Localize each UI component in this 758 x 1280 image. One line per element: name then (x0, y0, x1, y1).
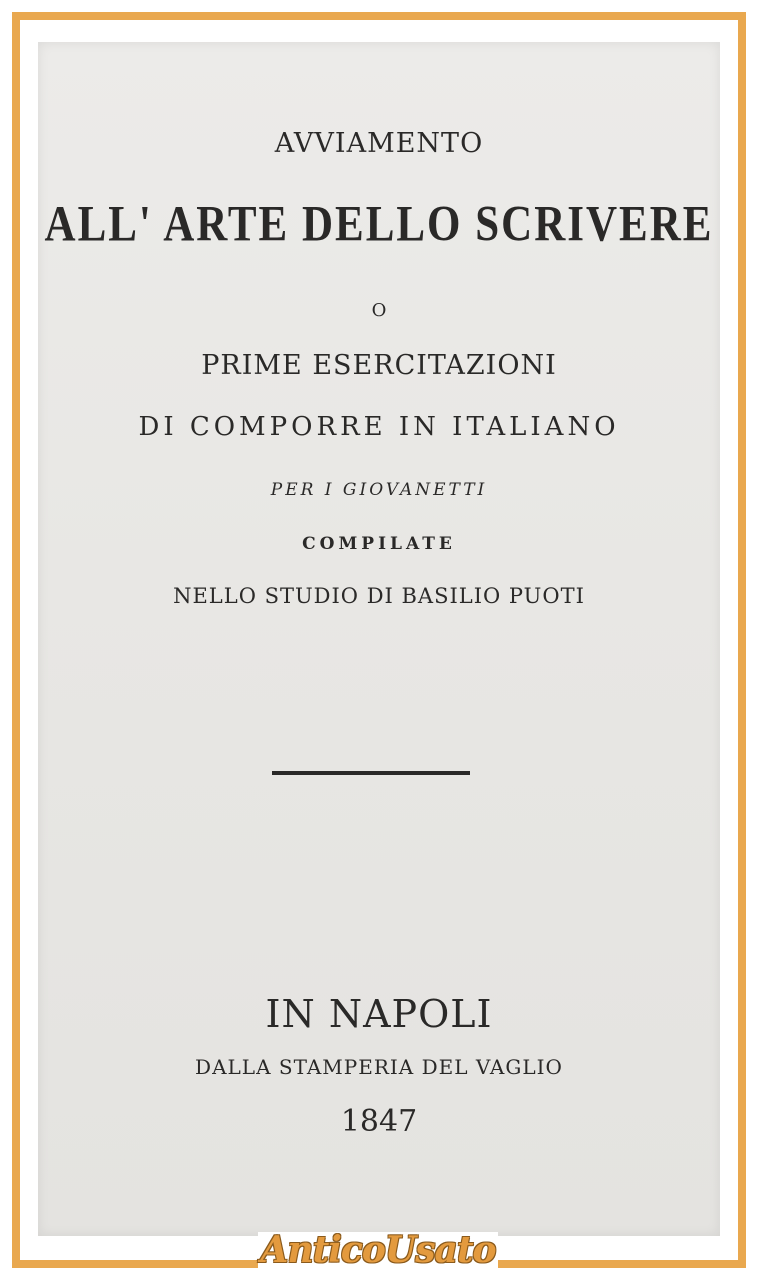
imprint-year: 1847 (340, 1104, 418, 1139)
main-title: ALL' ARTE DELLO SCRIVERE (44, 196, 714, 253)
author-line: NELLO STUDIO DI BASILIO PUOTI (173, 584, 585, 608)
compiled-line: COMPILATE (302, 534, 456, 554)
divider-rule (272, 771, 470, 775)
title-conjunction: O (371, 300, 387, 321)
title-line-avviamento: AVVIAMENTO (274, 128, 484, 159)
book-page (38, 42, 720, 1236)
subtitle-line-2: DI COMPORRE IN ITALIANO (138, 412, 620, 442)
imprint-printer: DALLA STAMPERIA DEL VAGLIO (195, 1055, 563, 1079)
watermark-logo: AnticoUsato (260, 1229, 496, 1271)
audience-line: PER I GIOVANETTI (270, 480, 488, 500)
imprint-city: IN NAPOLI (265, 992, 493, 1036)
subtitle-line-1: PRIME ESERCITAZIONI (201, 350, 557, 381)
